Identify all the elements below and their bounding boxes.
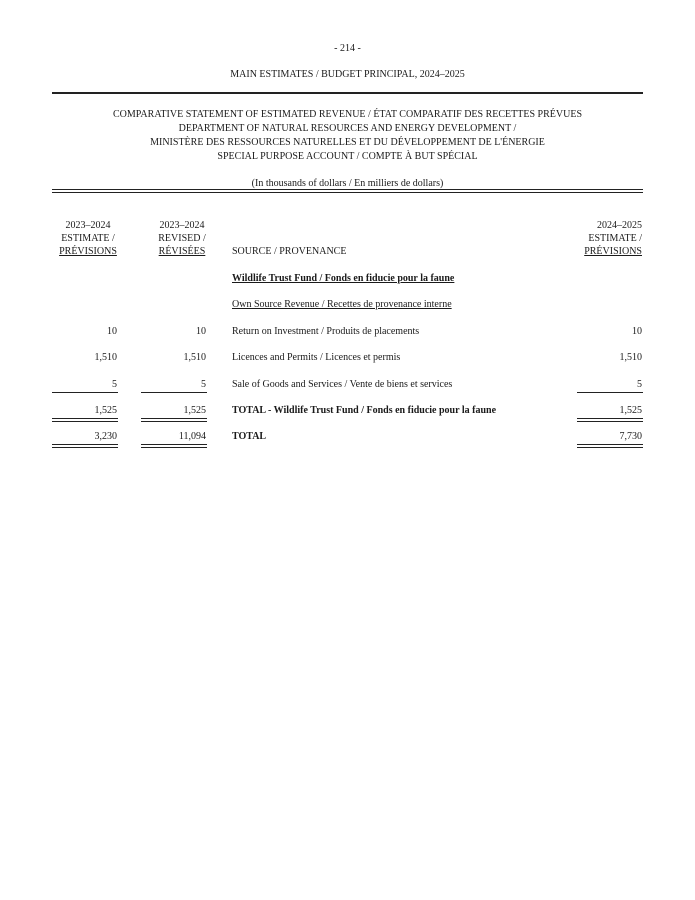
- page-number: - 214 -: [334, 43, 361, 54]
- header-rule: [52, 92, 643, 94]
- rule-subtotal-estimate-2024: [577, 418, 643, 422]
- rule-row-3-estimate-2024: [577, 392, 643, 393]
- row-2-source: Licences and Permits / Licences et permis: [232, 352, 401, 363]
- row-1-estimate-2024: 10: [632, 326, 642, 337]
- fund-heading: Wildlife Trust Fund / Fonds en fiducie pour la faune: [232, 273, 455, 284]
- row-3-source: Sale of Goods and Services / Vente de biens et services: [232, 379, 453, 390]
- row-1-estimate-2023: 10: [107, 326, 117, 337]
- units-note: (In thousands of dollars / En milliers de dollars): [251, 178, 444, 189]
- rule-subtotal-estimate-2023: [52, 418, 118, 422]
- col-header-estimate-2024: [560, 219, 642, 258]
- total-label: TOTAL: [232, 431, 267, 442]
- statement-title-line-1: COMPARATIVE STATEMENT OF ESTIMATED REVENUE / ÉTAT COMPARATIF DES RECETTES PRÉVUES: [113, 109, 582, 120]
- subtotal-estimate-2024: 1,525: [619, 405, 642, 416]
- row-3-revised-2023: 5: [201, 379, 206, 390]
- col-header-revised-2023-label: REVISED /: [158, 233, 206, 244]
- rule-row-3-estimate-2023: [52, 392, 118, 393]
- col-header-revised-2023: [146, 219, 218, 258]
- col-header-estimate-2024-label-fr: PRÉVISIONS: [584, 246, 642, 257]
- total-estimate-2023: 3,230: [94, 431, 117, 442]
- row-2-estimate-2024: 1,510: [619, 352, 642, 363]
- total-estimate-2024: 7,730: [619, 431, 642, 442]
- col-header-source: SOURCE / PROVENANCE: [232, 246, 347, 257]
- statement-title-line-4: SPECIAL PURPOSE ACCOUNT / COMPTE À BUT SPÉCIAL: [217, 151, 478, 162]
- subtotal-estimate-2023: 1,525: [94, 405, 117, 416]
- col-header-revised-2023-label-fr: RÉVISÉES: [158, 246, 206, 257]
- rule-total-estimate-2024: [577, 444, 643, 448]
- statement-title-line-3: MINISTÈRE DES RESSOURCES NATURELLES ET DU DÉVELOPPEMENT DE L'ÉNERGIE: [150, 137, 545, 148]
- subtotal-revised-2023: 1,525: [183, 405, 206, 416]
- col-header-revised-2023-year: 2023–2024: [159, 220, 205, 231]
- row-2-revised-2023: 1,510: [183, 352, 206, 363]
- rule-subtotal-revised-2023: [141, 418, 207, 422]
- row-1-source: Return on Investment / Produits de placements: [232, 326, 420, 337]
- col-header-estimate-2023-label: ESTIMATE /: [61, 233, 115, 244]
- col-header-estimate-2023-year: 2023–2024: [65, 220, 111, 231]
- row-2-estimate-2023: 1,510: [94, 352, 117, 363]
- col-header-estimate-2024-year: 2024–2025: [597, 220, 642, 231]
- units-double-rule: [52, 189, 643, 193]
- rule-row-3-revised-2023: [141, 392, 207, 393]
- total-revised-2023: 11,094: [178, 431, 206, 442]
- row-3-estimate-2024: 5: [637, 379, 642, 390]
- row-3-estimate-2023: 5: [112, 379, 117, 390]
- subtotal-label: TOTAL - Wildlife Trust Fund / Fonds en fiducie pour la faune: [232, 405, 497, 416]
- col-header-estimate-2023-label-fr: PRÉVISIONS: [59, 246, 117, 257]
- rule-total-estimate-2023: [52, 444, 118, 448]
- statement-title-line-2: DEPARTMENT OF NATURAL RESOURCES AND ENERGY DEVELOPMENT /: [178, 123, 517, 134]
- running-title: MAIN ESTIMATES / BUDGET PRINCIPAL, 2024–2025: [230, 69, 465, 80]
- rule-total-revised-2023: [141, 444, 207, 448]
- fund-subheading: Own Source Revenue / Recettes de provenance interne: [232, 299, 452, 310]
- col-header-estimate-2023: [52, 219, 124, 258]
- col-header-estimate-2024-label: ESTIMATE /: [588, 233, 642, 244]
- row-1-revised-2023: 10: [196, 326, 206, 337]
